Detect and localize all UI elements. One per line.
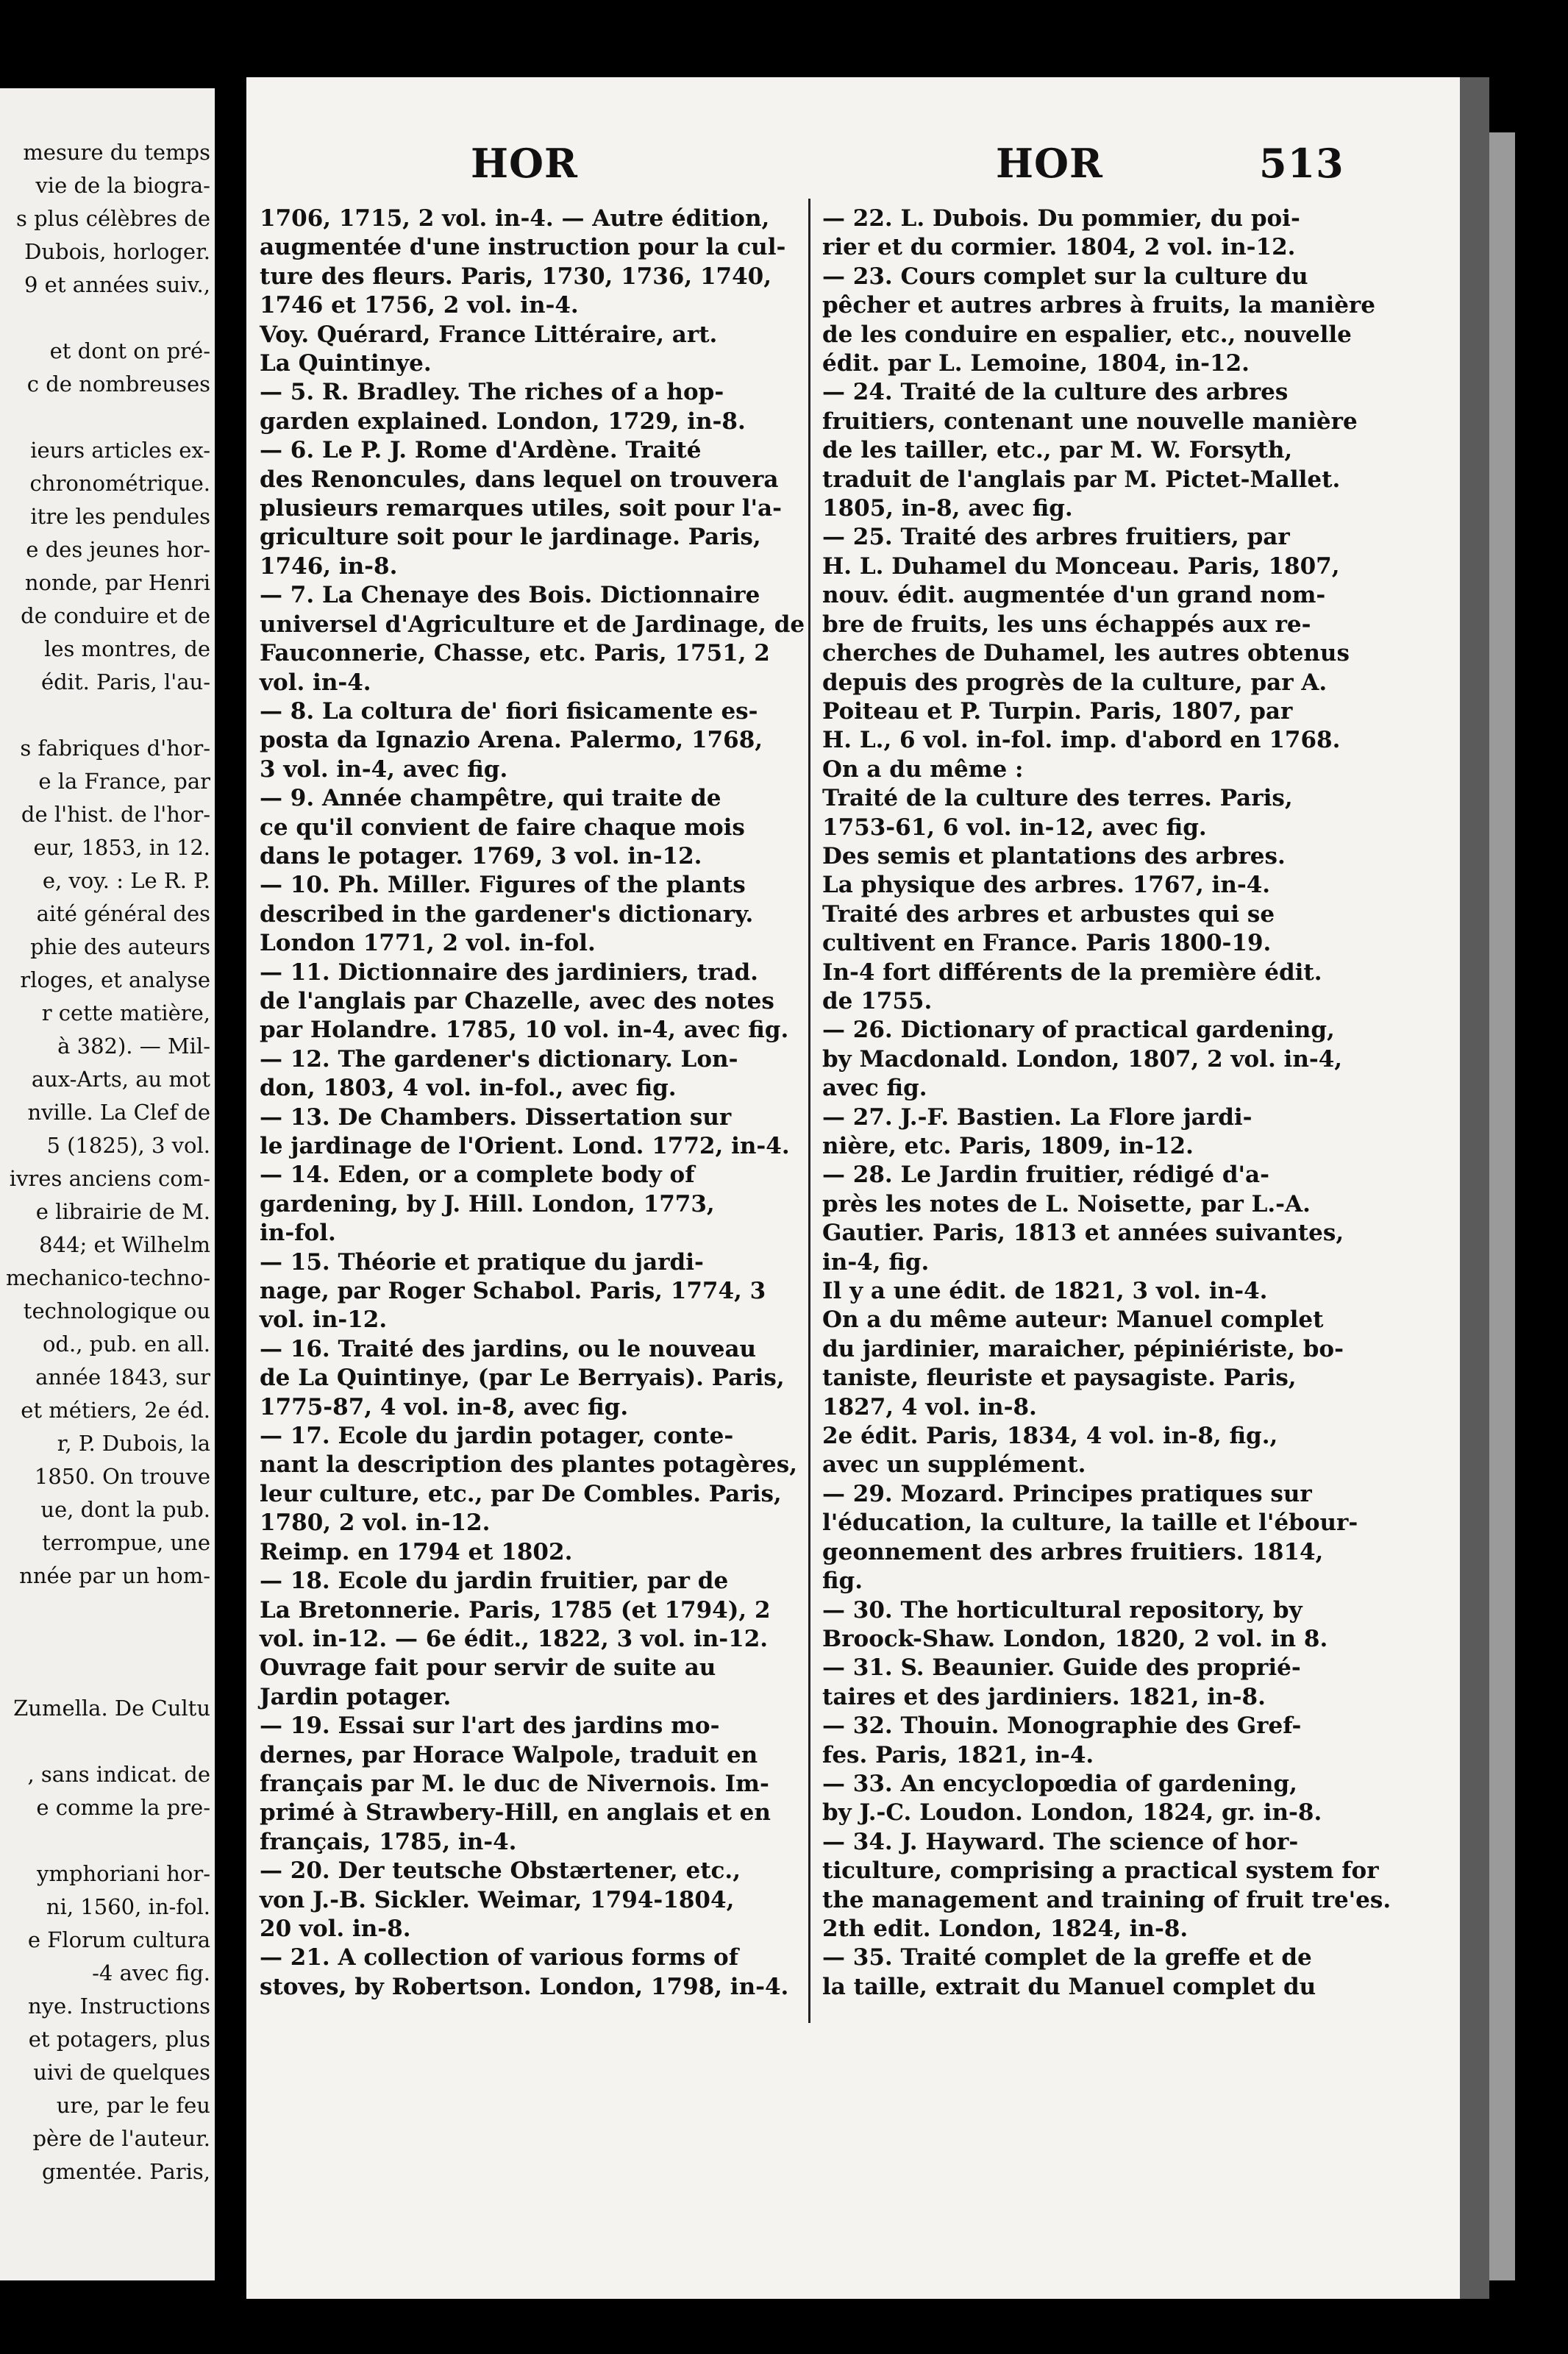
text-line: — 10. Ph. Miller. Figures of the plants: [260, 872, 746, 899]
text-line: — 31. S. Beaunier. Guide des proprié-: [822, 1654, 1301, 1682]
text-line: 3 vol. in-4, avec fig.: [260, 755, 508, 783]
text-line: des Renoncules, dans lequel on trouvera: [260, 466, 779, 493]
text-line: 2e édit. Paris, 1834, 4 vol. in-8, fig.,: [822, 1423, 1278, 1450]
previous-page-line: et métiers, 2e éd.: [21, 1398, 210, 1423]
text-line: — 13. De Chambers. Dissertation sur: [260, 1103, 732, 1131]
text-line: leur culture, etc., par De Combles. Paris,: [260, 1480, 782, 1507]
previous-page-line: 9 et années suiv.,: [24, 272, 210, 297]
text-line: 1746 et 1756, 2 vol. in-4.: [260, 292, 579, 319]
text-line: In-4 fort différents de la première édit.: [822, 959, 1322, 986]
text-line: — 28. Le Jardin fruitier, rédigé d'a-: [822, 1162, 1269, 1189]
previous-page-line: gmentée. Paris,: [41, 2159, 210, 2184]
text-line: nant la description des plantes potagères,: [260, 1451, 798, 1479]
text-line: avec un supplément.: [822, 1451, 1086, 1479]
text-line: On a du même auteur: Manuel complet: [822, 1306, 1324, 1334]
text-line: — 12. The gardener's dictionary. Lon-: [260, 1045, 738, 1073]
text-line: pêcher et autres arbres à fruits, la manière: [822, 292, 1375, 319]
text-line: fes. Paris, 1821, in-4.: [822, 1741, 1094, 1768]
previous-page-fragment: [0, 88, 215, 2280]
running-head-right: HOR: [996, 140, 1103, 187]
text-line: geonnement des arbres fruitiers. 1814,: [822, 1538, 1324, 1565]
previous-page-line: eur, 1853, in 12.: [33, 835, 210, 860]
text-line: 1753-61, 6 vol. in-12, avec fig.: [822, 814, 1207, 841]
previous-page-line: aité général des: [36, 901, 210, 926]
previous-page-line: ure, par le feu: [56, 2093, 210, 2118]
text-line: de les tailler, etc., par M. W. Forsyth,: [822, 437, 1293, 464]
text-line: — 20. Der teutsche Obstærtener, etc.,: [260, 1857, 741, 1885]
text-line: Gautier. Paris, 1813 et années suivantes,: [822, 1220, 1344, 1247]
previous-page-line: r, P. Dubois, la: [57, 1431, 210, 1456]
previous-page-line: ieurs articles ex-: [30, 438, 210, 463]
text-line: Broock-Shaw. London, 1820, 2 vol. in 8.: [822, 1625, 1328, 1652]
text-line: dernes, par Horace Walpole, traduit en: [260, 1741, 758, 1768]
text-line: posta da Ignazio Arena. Palermo, 1768,: [260, 727, 763, 754]
previous-page-line: de conduire et de: [21, 603, 210, 628]
previous-page-line: od., pub. en all.: [42, 1331, 210, 1356]
text-line: — 25. Traité des arbres fruitiers, par: [822, 524, 1290, 551]
text-line: augmentée d'une instruction pour la cul-: [260, 234, 786, 261]
text-line: Jardin potager.: [260, 1683, 452, 1710]
text-line: rier et du cormier. 1804, 2 vol. in-12.: [822, 234, 1296, 261]
text-line: stoves, by Robertson. London, 1798, in-4.: [260, 1973, 789, 2000]
previous-page-line: mesure du temps: [23, 140, 210, 165]
text-line: Ouvrage fait pour servir de suite au: [260, 1654, 716, 1682]
text-line: — 21. A collection of various forms of: [260, 1944, 739, 1971]
previous-page-line: 844; et Wilhelm: [39, 1232, 210, 1257]
text-line: 1746, in-8.: [260, 552, 398, 580]
text-line: — 17. Ecole du jardin potager, conte-: [260, 1423, 734, 1450]
previous-page-line: c de nombreuses: [26, 371, 210, 397]
text-line: — 7. La Chenaye des Bois. Dictionnaire: [260, 582, 760, 609]
text-line: by J.-C. Loudon. London, 1824, gr. in-8.: [822, 1799, 1322, 1827]
text-line: don, 1803, 4 vol. in-fol., avec fig.: [260, 1075, 677, 1102]
previous-page-line: -4 avec fig.: [92, 1960, 210, 1985]
text-line: 20 vol. in-8.: [260, 1915, 411, 1942]
text-line: dans le potager. 1769, 3 vol. in-12.: [260, 842, 702, 870]
text-line: London 1771, 2 vol. in-fol.: [260, 930, 596, 957]
text-line: taniste, fleuriste et paysagiste. Paris,: [822, 1365, 1297, 1392]
text-line: taires et des jardiniers. 1821, in-8.: [822, 1683, 1266, 1710]
previous-page-line: et potagers, plus: [28, 2027, 210, 2052]
text-line: nage, par Roger Schabol. Paris, 1774, 3: [260, 1278, 766, 1305]
text-line: — 33. An encyclopœdia of gardening,: [822, 1770, 1297, 1797]
previous-page-line: ivres anciens com-: [9, 1166, 210, 1191]
text-line: Traité de la culture des terres. Paris,: [822, 785, 1293, 812]
text-line: — 26. Dictionary of practical gardening,: [822, 1017, 1335, 1044]
text-line: fig.: [822, 1568, 863, 1595]
text-line: nouv. édit. augmentée d'un grand nom-: [822, 582, 1326, 609]
text-line: La Quintinye.: [260, 350, 432, 377]
text-line: griculture soit pour le jardinage. Paris,: [260, 524, 761, 551]
text-line: 1706, 1715, 2 vol. in-4. — Autre édition,: [260, 205, 770, 232]
previous-page-line: de l'hist. de l'hor-: [21, 802, 210, 827]
previous-page-line: 5 (1825), 3 vol.: [46, 1133, 210, 1158]
previous-page-line: mechanico-techno-: [6, 1265, 210, 1290]
previous-page-line: e, voy. : Le R. P.: [42, 868, 210, 893]
text-line: plusieurs remarques utiles, soit pour l'a-: [260, 495, 782, 522]
previous-page-line: rloges, et analyse: [20, 967, 210, 992]
text-line: français par M. le duc de Nivernois. Im-: [260, 1770, 769, 1797]
previous-page-line: e librairie de M.: [35, 1199, 210, 1224]
previous-page-line: s plus célèbres de: [16, 206, 210, 231]
book-edge: [1489, 132, 1515, 2280]
text-line: gardening, by J. Hill. London, 1773,: [260, 1190, 715, 1217]
text-line: depuis des progrès de la culture, par A.: [822, 669, 1328, 696]
previous-page-line: terrompue, une: [42, 1530, 210, 1555]
text-line: vol. in-12. — 6e édit., 1822, 3 vol. in-12.: [260, 1625, 769, 1652]
text-line: fruitiers, contenant une nouvelle manière: [822, 408, 1358, 435]
previous-page-line: ymphoriani hor-: [37, 1861, 210, 1886]
previous-page-line: 1850. On trouve: [34, 1464, 210, 1489]
text-line: ticulture, comprising a practical system for: [822, 1857, 1379, 1885]
text-line: primé à Strawbery-Hill, en anglais et en: [260, 1799, 771, 1827]
text-line: — 16. Traité des jardins, ou le nouveau: [260, 1335, 757, 1362]
text-line: de les conduire en espalier, etc., nouvelle: [822, 321, 1352, 348]
previous-page-line: nye. Instructions: [27, 1994, 210, 2019]
previous-page-line: les montres, de: [44, 636, 210, 661]
text-line: de l'anglais par Chazelle, avec des notes: [260, 987, 774, 1014]
text-line: in-fol.: [260, 1220, 336, 1247]
text-line: — 32. Thouin. Monographie des Gref-: [822, 1713, 1302, 1740]
text-line: — 5. R. Bradley. The riches of a hop-: [260, 379, 724, 406]
previous-page-line: père de l'auteur.: [32, 2126, 210, 2151]
text-line: — 23. Cours complet sur la culture du: [822, 263, 1308, 290]
previous-page-line: nville. La Clef de: [27, 1100, 210, 1125]
text-line: von J.-B. Sickler. Weimar, 1794-1804,: [260, 1886, 735, 1913]
text-line: 1827, 4 vol. in-8.: [822, 1393, 1037, 1420]
text-line: — 11. Dictionnaire des jardiniers, trad.: [260, 959, 758, 986]
text-line: universel d'Agriculture et de Jardinage, de: [260, 611, 805, 638]
text-line: — 8. La coltura de' fiori fisicamente es-: [260, 697, 758, 725]
previous-page-line: ni, 1560, in-fol.: [46, 1894, 210, 1919]
previous-page-line: vie de la biogra-: [35, 173, 210, 198]
text-line: — 27. J.-F. Bastien. La Flore jardi-: [822, 1103, 1252, 1131]
text-line: Des semis et plantations des arbres.: [822, 842, 1286, 870]
text-line: — 30. The horticultural repository, by: [822, 1596, 1302, 1624]
previous-page-line: et dont on pré-: [49, 338, 210, 363]
running-head-left: HOR: [471, 140, 578, 187]
left-column: [260, 205, 805, 2002]
text-line: l'éducation, la culture, la taille et l'ébour-: [822, 1510, 1358, 1537]
text-line: Fauconnerie, Chasse, etc. Paris, 1751, 2: [260, 640, 770, 667]
text-line: — 18. Ecole du jardin fruitier, par de: [260, 1568, 729, 1595]
text-line: français, 1785, in-4.: [260, 1828, 517, 1855]
previous-page-line: chronométrique.: [29, 471, 210, 496]
text-line: Poiteau et P. Turpin. Paris, 1807, par: [822, 697, 1293, 725]
text-line: by Macdonald. London, 1807, 2 vol. in-4,: [822, 1045, 1343, 1073]
text-line: garden explained. London, 1729, in-8.: [260, 408, 746, 435]
page-number: 513: [1259, 140, 1344, 187]
previous-page-line: nonde, par Henri: [24, 570, 210, 595]
text-line: in-4, fig.: [822, 1248, 930, 1276]
text-line: du jardinier, maraicher, pépiniériste, bo-: [822, 1335, 1344, 1362]
previous-page-line: e Florum cultura: [27, 1927, 210, 1952]
text-line: nière, etc. Paris, 1809, in-12.: [822, 1133, 1194, 1159]
text-line: — 9. Année champêtre, qui traite de: [260, 785, 721, 812]
text-line: vol. in-12.: [260, 1306, 388, 1334]
text-line: bre de fruits, les uns échappés aux re-: [822, 611, 1311, 638]
column-divider: [808, 199, 810, 2023]
text-line: Traité des arbres et arbustes qui se: [822, 900, 1275, 928]
previous-page-line: e la France, par: [38, 769, 210, 794]
text-line: La Bretonnerie. Paris, 1785 (et 1794), 2: [260, 1596, 771, 1624]
text-line: — 22. L. Dubois. Du pommier, du poi-: [822, 205, 1300, 232]
page-edge-shadow: [1460, 77, 1489, 2299]
text-line: ture des fleurs. Paris, 1730, 1736, 1740,: [260, 263, 772, 290]
text-line: traduit de l'anglais par M. Pictet-Mallet.: [822, 466, 1341, 493]
text-line: 2th edit. London, 1824, in-8.: [822, 1915, 1189, 1942]
previous-page-line: année 1843, sur: [35, 1365, 210, 1390]
previous-page-line: r cette matière,: [41, 1000, 210, 1025]
previous-page-line: technologique ou: [23, 1298, 210, 1323]
text-line: — 24. Traité de la culture des arbres: [822, 379, 1289, 406]
text-line: — 6. Le P. J. Rome d'Ardène. Traité: [260, 437, 702, 464]
text-line: 1780, 2 vol. in-12.: [260, 1510, 491, 1537]
previous-page-line: nnée par un hom-: [19, 1563, 210, 1588]
text-line: — 34. J. Hayward. The science of hor-: [822, 1828, 1299, 1855]
previous-page-line: itre les pendules: [30, 504, 210, 529]
text-line: près les notes de L. Noisette, par L.-A.: [822, 1190, 1311, 1217]
text-line: H. L., 6 vol. in-fol. imp. d'abord en 1768.: [822, 727, 1341, 754]
previous-page-line: à 382). — Mil-: [57, 1034, 210, 1059]
text-line: — 29. Mozard. Principes pratiques sur: [822, 1480, 1312, 1507]
text-line: avec fig.: [822, 1075, 927, 1102]
previous-page-line: édit. Paris, l'au-: [40, 669, 210, 694]
text-line: édit. par L. Lemoine, 1804, in-12.: [822, 350, 1250, 377]
text-line: de 1755.: [822, 987, 933, 1014]
text-line: cherches de Duhamel, les autres obtenus: [822, 640, 1350, 667]
text-line: — 15. Théorie et pratique du jardi-: [260, 1248, 704, 1276]
text-line: described in the gardener's dictionary.: [260, 900, 754, 928]
text-line: On a du même :: [822, 755, 1024, 783]
previous-page-line: ue, dont la pub.: [40, 1497, 210, 1522]
text-line: 1775-87, 4 vol. in-8, avec fig.: [260, 1393, 629, 1420]
text-line: par Holandre. 1785, 10 vol. in-4, avec fig.: [260, 1017, 789, 1044]
text-line: Voy. Quérard, France Littéraire, art.: [260, 321, 718, 348]
text-line: the management and training of fruit tre'es.: [822, 1886, 1391, 1913]
text-line: — 19. Essai sur l'art des jardins mo-: [260, 1713, 720, 1740]
text-line: Reimp. en 1794 et 1802.: [260, 1538, 573, 1565]
text-line: H. L. Duhamel du Monceau. Paris, 1807,: [822, 552, 1340, 580]
text-line: le jardinage de l'Orient. Lond. 1772, in-4.: [260, 1133, 790, 1159]
previous-page-line: phie des auteurs: [30, 934, 210, 959]
text-line: ce qu'il convient de faire chaque mois: [260, 814, 745, 841]
right-column: [822, 205, 1391, 2002]
text-line: 1805, in-8, avec fig.: [822, 495, 1073, 522]
text-line: de La Quintinye, (par Le Berryais). Paris,: [260, 1365, 785, 1392]
previous-page-line: Dubois, horloger.: [24, 239, 210, 264]
previous-page-line: Zumella. De Cultu: [13, 1696, 210, 1721]
previous-page-line: , sans indicat. de: [27, 1762, 210, 1787]
text-line: cultivent en France. Paris 1800-19.: [822, 930, 1272, 957]
text-line: la taille, extrait du Manuel complet du: [822, 1973, 1316, 2000]
text-line: Il y a une édit. de 1821, 3 vol. in-4.: [822, 1278, 1268, 1305]
previous-page-line: s fabriques d'hor-: [20, 736, 210, 761]
text-line: vol. in-4.: [260, 669, 371, 696]
text-line: — 14. Eden, or a complete body of: [260, 1162, 695, 1189]
previous-page-line: uivi de quelques: [33, 2060, 210, 2085]
previous-page-line: e des jeunes hor-: [26, 537, 210, 562]
text-line: La physique des arbres. 1767, in-4.: [822, 872, 1271, 899]
previous-page-line: aux-Arts, au mot: [31, 1067, 210, 1092]
text-line: — 35. Traité complet de la greffe et de: [822, 1944, 1312, 1971]
previous-page-line: e comme la pre-: [36, 1795, 210, 1820]
